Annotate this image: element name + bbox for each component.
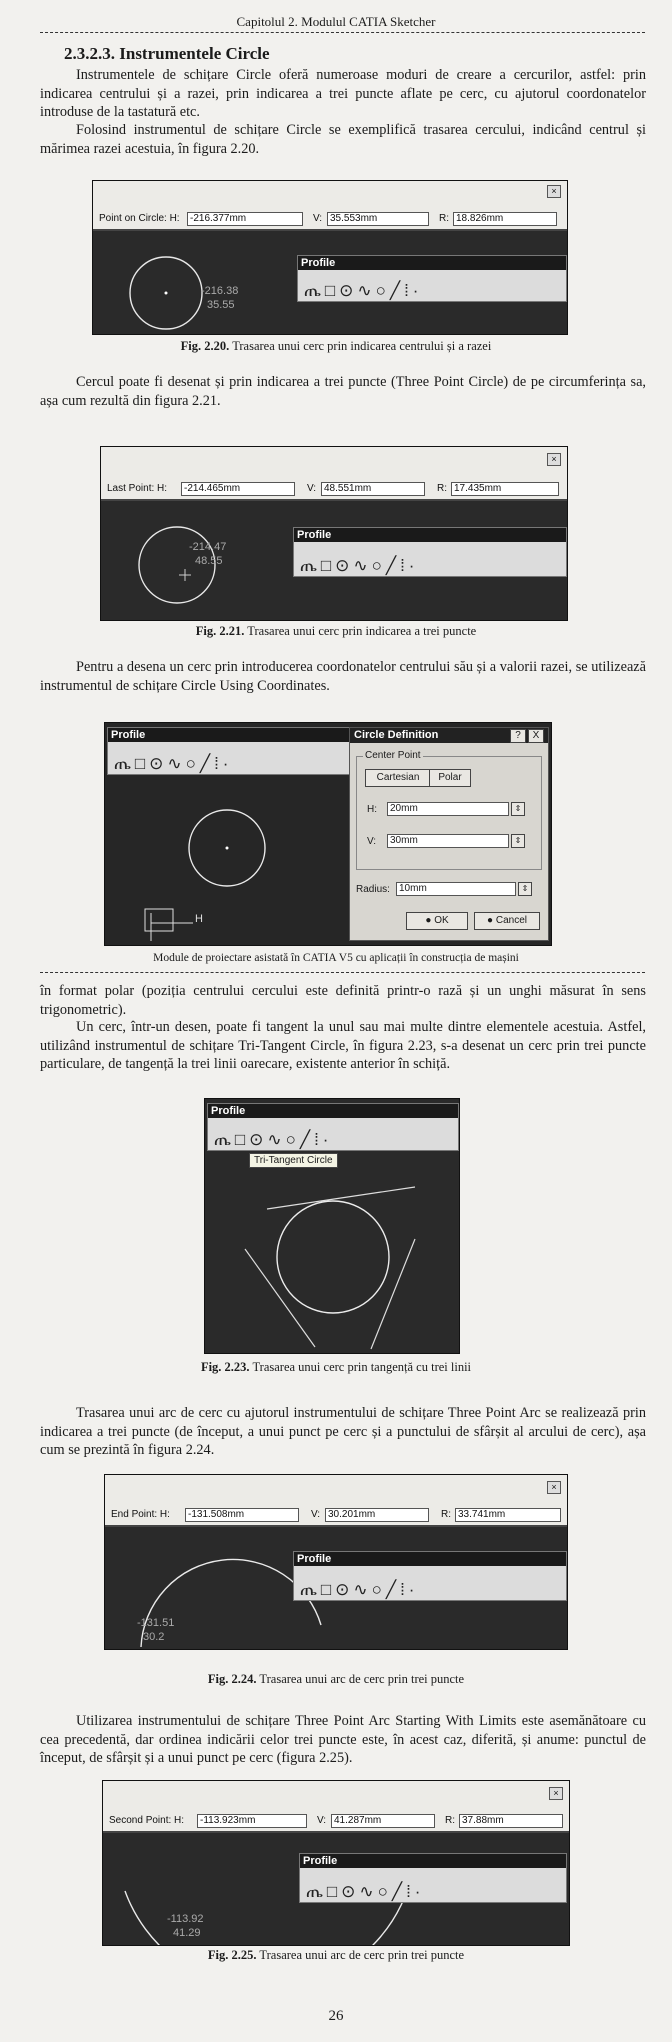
paragraph-2: Folosind instrumentul de schițare Circle se exemplifică trasarea cercului, indicând centrul și mărimea razei acestuia, în figura 2.20. [40, 122, 646, 157]
toolbar-title: Profile [294, 1552, 566, 1566]
close-icon[interactable]: × [549, 1787, 563, 1800]
caption-text: Trasarea unui arc de cerc prin trei puncte [259, 1672, 465, 1686]
toolbar-title: Profile [294, 528, 566, 542]
page-number: 26 [328, 2008, 344, 2024]
figure-2-24-caption [0, 1672, 672, 1687]
figure-2-25-caption [0, 1948, 672, 1963]
r-label: R: [437, 483, 447, 494]
r-label: R: [441, 1509, 451, 1520]
circle-center-point [165, 292, 168, 295]
profile-toolbar [293, 1551, 567, 1601]
cursor-coordinate-v: 30.2 [143, 1631, 165, 1643]
tooltip: Tri-Tangent Circle [249, 1153, 338, 1168]
sketch-canvas [205, 1099, 459, 1353]
tab-polar[interactable]: Polar [429, 769, 471, 787]
tangent-line-1 [267, 1187, 415, 1209]
tangent-circle [277, 1201, 389, 1313]
profile-toolbar [299, 1853, 567, 1903]
tangent-line-2 [245, 1249, 315, 1347]
r-field[interactable]: 17.435mm [451, 482, 559, 496]
caption-number: Fig. 2.23. [200, 1360, 250, 1374]
radius-field[interactable]: 10mm [396, 882, 516, 896]
tangent-line-3 [371, 1239, 415, 1349]
page-footer: Module de proiectare asistată în CATIA V5 cu aplicații în construcția de mașini [153, 952, 519, 964]
circle-center-point [226, 847, 229, 850]
h-label: Last Point: H: [107, 483, 168, 494]
h-label: Point on Circle: H: [99, 213, 180, 224]
v-field[interactable]: 41.287mm [331, 1814, 435, 1828]
caption-text: Trasarea unui cerc prin indicarea a trei puncte [247, 624, 477, 638]
h-label: Second Point: H: [109, 1815, 185, 1826]
h-field[interactable]: -216.377mm [187, 212, 303, 226]
r-field[interactable]: 18.826mm [453, 212, 557, 226]
figure-2-23-caption [0, 1360, 672, 1375]
profile-tool-icons[interactable]: ጤ□⊙∿○╱⁞· [300, 556, 419, 575]
cursor-coordinate-h: -131.51 [137, 1617, 175, 1629]
profile-tool-icons[interactable]: ጤ□⊙∿○╱⁞· [300, 1580, 419, 1599]
tab-cartesian[interactable]: Cartesian [365, 769, 431, 787]
caption-number: Fig. 2.24. [207, 1672, 257, 1686]
h-field[interactable]: -131.508mm [185, 1508, 299, 1522]
r-field[interactable]: 33.741mm [455, 1508, 561, 1522]
figure-2-25 [102, 1780, 570, 1946]
paragraph-8: Utilizarea instrumentului de schițare Three Point Arc Starting With Limits este asemănătoare cu cea precedentă, dar ordinea indicării celor trei puncte este, în acest caz, diferită, și anume: punctul de început, de sfârșit și a unui punct pe cerc (figura 2.25). [40, 1713, 646, 1767]
cancel-button[interactable]: ● Cancel [474, 912, 540, 930]
center-point-group [356, 750, 542, 870]
cursor-coordinate-h: -214.47 [189, 541, 227, 553]
v-field[interactable]: 48.551mm [321, 482, 425, 496]
caption-number: Fig. 2.25. [207, 1948, 257, 1962]
ok-label: OK [434, 915, 449, 926]
radius-label: Radius: [356, 884, 390, 895]
paragraph-7: Trasarea unui arc de cerc cu ajutorul instrumentului de schițare Three Point Arc se realizează prin indicarea a trei puncte (de început, a unui punct pe cerc și a punctului de sfârșit al arcului de cerc), așa cum se prezintă în figura 2.24. [40, 1405, 646, 1459]
figure-2-21-caption [0, 624, 672, 639]
radius-spinner[interactable]: ⇕ [518, 882, 532, 896]
profile-tool-icons[interactable]: ጤ□⊙∿○╱⁞· [114, 754, 233, 773]
caption-text: Trasarea unui cerc prin indicarea centrului și a razei [232, 339, 492, 353]
footer-divider [40, 972, 645, 973]
r-field[interactable]: 37.88mm [459, 1814, 563, 1828]
close-icon[interactable]: × [547, 453, 561, 466]
header-divider [40, 32, 645, 33]
ok-button[interactable]: ● OK [406, 912, 468, 930]
h-label: H: [367, 804, 377, 815]
paragraph-1: Instrumentele de schițare Circle oferă numeroase moduri de creare a cercurilor, astfel: prin indicarea centrului și a razei, prin indicarea a trei puncte aflate pe cerc, cu ajutorul coordonatelor introduse de la tastatură etc. [40, 67, 646, 121]
paragraph-6: Un cerc, într-un desen, poate fi tangent la unul sau mai multe dintre elementele acestuia. Astfel, utilizând instrumentul de schițare Tri-Tangent Circle, în figura 2.23, s-a desenat un cerc prin trei puncte particulare, de tangență la trei linii oarecare, existente anterior în schiță. [40, 1019, 646, 1073]
dialog-title: Circle Definition [350, 728, 548, 743]
figure-2-21 [100, 446, 568, 621]
profile-tool-icons[interactable]: ጤ□⊙∿○╱⁞· [304, 281, 423, 300]
cursor-coordinate-v: 35.55 [207, 299, 235, 311]
h-spinner[interactable]: ⇕ [511, 802, 525, 816]
h-label: End Point: H: [111, 1509, 170, 1520]
group-label: Center Point [365, 750, 421, 761]
caption-number: Fig. 2.21. [195, 624, 245, 638]
h-field[interactable]: 20mm [387, 802, 509, 816]
profile-toolbar [293, 527, 567, 577]
paragraph-4: Pentru a desena un cerc prin introducerea coordonatelor centrului său și a valorii razei, se utilizează instrumentul de schițare Circle Using Coordinates. [40, 659, 646, 694]
r-label: R: [445, 1815, 455, 1826]
help-button[interactable]: ? [510, 729, 526, 743]
v-label: V: [367, 836, 377, 847]
running-header: Capitolul 2. Modulul CATIA Sketcher [236, 14, 436, 29]
v-field[interactable]: 35.553mm [327, 212, 429, 226]
close-icon[interactable]: × [547, 1481, 561, 1494]
v-label: V: [307, 483, 317, 494]
profile-tool-icons[interactable]: ጤ□⊙∿○╱⁞· [214, 1130, 333, 1149]
paragraph-5: în format polar (poziția centrului cercului este definită printr-o rază și un unghi măsurat în sens trigonometric). [40, 983, 646, 1018]
cursor-coordinate-h: -113.92 [167, 1913, 204, 1925]
origin-box [145, 909, 173, 931]
cancel-label: Cancel [495, 915, 527, 926]
v-label: V: [313, 213, 323, 224]
close-button[interactable]: X [528, 729, 544, 743]
v-spinner[interactable]: ⇕ [511, 834, 525, 848]
toolbar-title: Profile [108, 728, 352, 742]
r-label: R: [439, 213, 449, 224]
v-label: V: [317, 1815, 327, 1826]
paragraph-3: Cercul poate fi desenat și prin indicarea a trei puncte (Three Point Circle) de pe circumferința sa, așa cum rezultă din figura 2.21. [40, 374, 646, 409]
caption-number: Fig. 2.20. [180, 339, 230, 353]
section-heading: 2.3.2.3. Instrumentele Circle [64, 44, 270, 63]
toolbar-title: Profile [300, 1854, 566, 1868]
figure-2-22 [104, 722, 552, 946]
caption-text: Trasarea unui cerc prin tangență cu trei linii [252, 1360, 472, 1374]
figure-2-20-caption [0, 339, 672, 354]
cursor-coordinate-h: -216.38 [201, 285, 239, 297]
figure-2-23 [204, 1098, 460, 1354]
cursor-coordinate-v: 48.55 [195, 555, 223, 567]
v-field[interactable]: 30mm [387, 834, 509, 848]
caption-text: Trasarea unui arc de cerc prin trei puncte [259, 1948, 465, 1962]
figure-2-20 [92, 180, 568, 335]
cursor-coordinate-v: 41.29 [173, 1927, 201, 1939]
circle-definition-dialog [349, 727, 549, 941]
h-axis-label: H [195, 913, 203, 925]
h-field[interactable]: -113.923mm [197, 1814, 307, 1828]
toolbar-title: Profile [208, 1104, 458, 1118]
v-field[interactable]: 30.201mm [325, 1508, 429, 1522]
profile-tool-icons[interactable]: ጤ□⊙∿○╱⁞· [306, 1882, 425, 1901]
v-label: V: [311, 1509, 321, 1520]
close-icon[interactable]: × [547, 185, 561, 198]
profile-toolbar [297, 255, 567, 302]
h-field[interactable]: -214.465mm [181, 482, 295, 496]
toolbar-title: Profile [298, 256, 566, 270]
figure-2-24 [104, 1474, 568, 1650]
